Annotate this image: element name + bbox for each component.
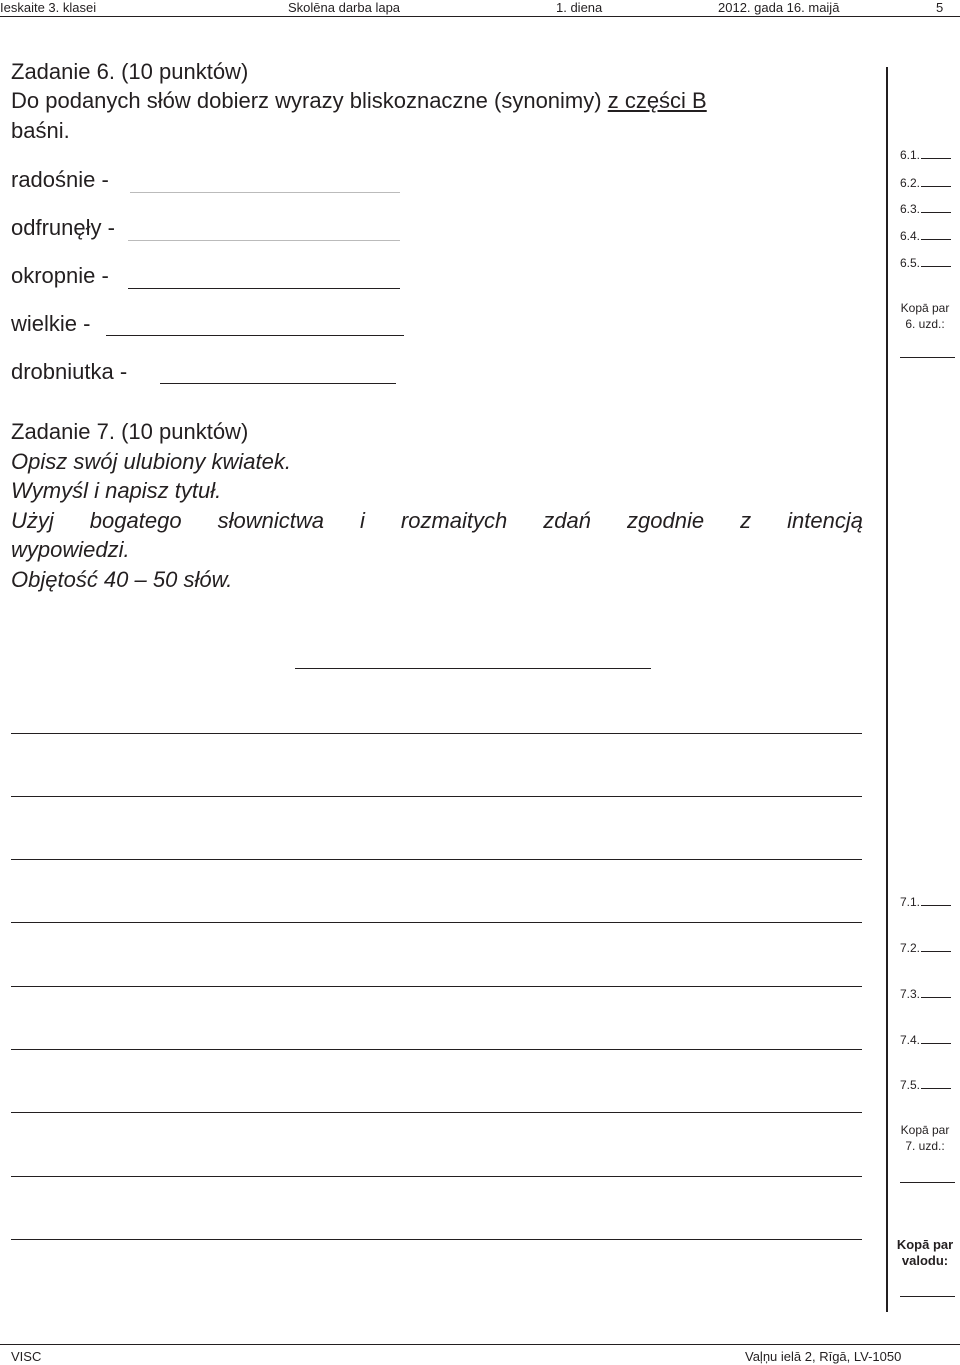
word-row-5 xyxy=(11,359,127,385)
writing-line-6[interactable] xyxy=(11,1049,862,1050)
writing-line-5[interactable] xyxy=(11,986,862,987)
task7-total-line[interactable] xyxy=(900,1182,955,1183)
title-answer-line[interactable] xyxy=(295,668,651,669)
word-label: drobniutka - xyxy=(11,359,128,384)
answer-line-5[interactable] xyxy=(160,383,396,384)
page-header xyxy=(0,0,960,16)
header-test-title: Ieskaite 3. klasei xyxy=(0,0,97,15)
score-6-1[interactable]: 6.1. xyxy=(900,148,951,162)
task6-title: Zadanie 6. xyxy=(11,59,115,84)
word-row-1 xyxy=(11,167,109,193)
score-7-4[interactable]: 7.4. xyxy=(900,1033,951,1047)
task6-instruction-main: Do podanych słów dobierz wyrazy bliskoznaczne (synonimy) xyxy=(11,88,608,113)
task6-heading xyxy=(11,58,248,86)
header-page-number: 5 xyxy=(936,0,944,15)
header-date: 2012. gada 16. maijā xyxy=(718,0,840,15)
footer-org: VISC xyxy=(11,1349,42,1364)
writing-line-1[interactable] xyxy=(11,733,862,734)
word-label: radośnie - xyxy=(11,167,109,192)
score-7-2[interactable]: 7.2. xyxy=(900,941,951,955)
task7-volume: Objętość 40 – 50 słów. xyxy=(11,567,233,592)
word-label: odfrunęły - xyxy=(11,215,115,240)
header-worksheet: Skolēna darba lapa xyxy=(288,0,401,15)
task7-total-label: Kopā par 7. uzd.: xyxy=(900,1123,950,1153)
task6-instruction xyxy=(11,86,871,146)
task7-instruction-4: wypowiedzi. xyxy=(11,537,130,562)
writing-line-9[interactable] xyxy=(11,1239,862,1240)
writing-line-2[interactable] xyxy=(11,796,862,797)
task6-instruction-underlined: z części B xyxy=(607,88,707,113)
word-row-2 xyxy=(11,215,115,241)
writing-line-3[interactable] xyxy=(11,859,862,860)
writing-line-4[interactable] xyxy=(11,922,862,923)
task7-instruction-2: Wymyśl i napisz tytuł. xyxy=(11,478,222,503)
answer-line-3[interactable] xyxy=(128,288,400,289)
footer-address: Vaļņu ielā 2, Rīgā, LV-1050 xyxy=(745,1349,902,1364)
header-divider xyxy=(0,16,960,17)
score-6-2[interactable]: 6.2. xyxy=(900,176,951,190)
task7-points: (10 punktów) xyxy=(121,419,249,444)
answer-line-1[interactable] xyxy=(130,192,400,193)
score-7-3[interactable]: 7.3. xyxy=(900,987,951,1001)
score-6-5[interactable]: 6.5. xyxy=(900,256,951,270)
header-day: 1. diena xyxy=(556,0,603,15)
language-total-label: Kopā par valodu: xyxy=(896,1237,954,1268)
writing-line-8[interactable] xyxy=(11,1176,862,1177)
task6-total-line[interactable] xyxy=(900,357,955,358)
task7-heading xyxy=(11,418,248,446)
word-label: wielkie - xyxy=(11,311,91,336)
answer-line-2[interactable] xyxy=(128,240,400,241)
score-6-3[interactable]: 6.3. xyxy=(900,202,951,216)
task7-instruction-1: Opisz swój ulubiony kwiatek. xyxy=(11,449,292,474)
score-column-divider xyxy=(886,67,888,1312)
task7-title: Zadanie 7. xyxy=(11,419,115,444)
language-total-line[interactable] xyxy=(900,1296,955,1297)
word-label: okropnie - xyxy=(11,263,109,288)
word-row-4 xyxy=(11,311,90,337)
answer-line-4[interactable] xyxy=(106,335,404,336)
word-row-3 xyxy=(11,263,109,289)
task7-instruction-3: Użyj bogatego słownictwa i rozmaitych zdań zgodnie z intencją xyxy=(11,508,863,533)
score-7-5[interactable]: 7.5. xyxy=(900,1078,951,1092)
task6-total-label: Kopā par 6. uzd.: xyxy=(900,301,950,331)
score-7-1[interactable]: 7.1. xyxy=(900,895,951,909)
writing-line-7[interactable] xyxy=(11,1112,862,1113)
score-6-4[interactable]: 6.4. xyxy=(900,229,951,243)
footer-divider xyxy=(0,1344,960,1345)
task6-instruction-end: baśni. xyxy=(11,118,70,143)
task6-points: (10 punktów) xyxy=(121,59,249,84)
